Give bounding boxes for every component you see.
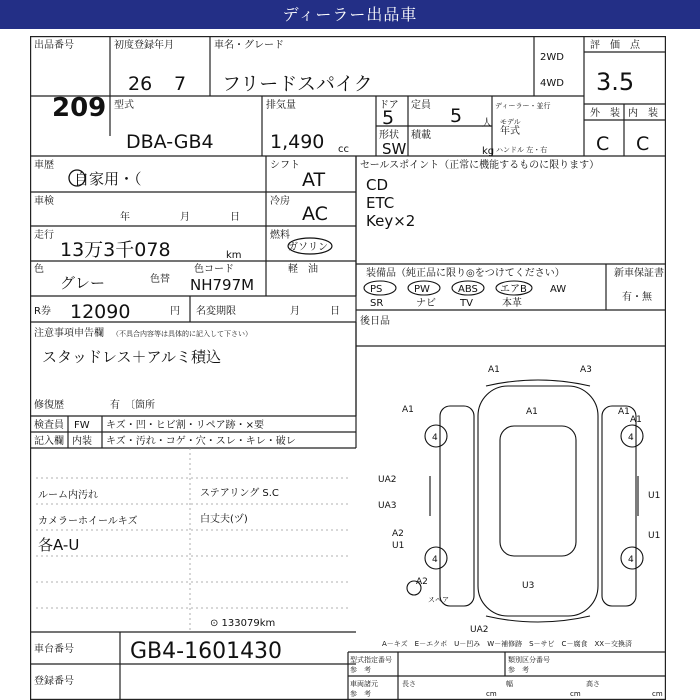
mark-a1-right: A1 — [630, 415, 642, 425]
legend-text: A－キズ E－エクボ U－凹み W－補修跡 S－サビ C－腐食 XX－交換済 — [382, 640, 633, 648]
color-code-value: NH797M — [190, 276, 255, 294]
label-lot-no: 出品番号 — [34, 40, 74, 51]
label-cm-3: cm — [652, 690, 663, 698]
rear-bumper — [486, 616, 590, 622]
r-ticket-value: 12090 — [70, 301, 131, 323]
history-value: 自家用・（ — [74, 170, 142, 188]
label-r-ticket: R券 — [34, 306, 51, 317]
label-car-name: 車名・グレード — [214, 40, 284, 51]
chassis-value: GB4-1601430 — [130, 639, 283, 664]
label-reference-2: 参 考 — [508, 666, 529, 674]
label-cooler: 冷房 — [270, 196, 290, 207]
label-load: 積載 — [411, 130, 431, 141]
equip-navi: ナビ — [416, 298, 436, 309]
person-unit: 人 — [482, 118, 492, 129]
warranty-value: 有・無 — [622, 292, 652, 303]
auction-sheet — [30, 36, 666, 700]
sales-point-3: Key×2 — [366, 212, 416, 230]
label-ext: 外 装 — [590, 108, 620, 119]
label-length: 長さ — [402, 680, 416, 688]
displacement-value: 1,490 — [270, 131, 325, 153]
label-shape: 形状 — [379, 130, 399, 141]
label-2wd: 2WD — [540, 52, 564, 63]
cc-unit: cc — [338, 144, 349, 155]
color-value: グレー — [60, 274, 106, 292]
label-type-no: 型式指定番号 — [350, 656, 392, 664]
mark-a2-rear: A2 — [416, 577, 428, 587]
equip-pw: PW — [414, 284, 430, 295]
label-inspection: 車検 — [34, 196, 54, 207]
page-banner — [0, 0, 700, 29]
equip-leather: 本革 — [502, 298, 522, 309]
label-damage1: キズ・凹・ヒビ割・リペア跡・×要 — [106, 420, 264, 431]
label-spare: スペア — [428, 596, 449, 604]
eval-score-value: 3.5 — [596, 68, 635, 96]
label-year: 年 — [120, 212, 130, 223]
label-cm-2: cm — [570, 690, 581, 698]
mark-ua2-rear: UA2 — [470, 625, 489, 635]
equip-aw: AW — [550, 284, 567, 295]
mark-u3: U3 — [522, 581, 535, 591]
label-damage2: キズ・汚れ・コゲ・穴・スレ・キレ・破レ — [106, 436, 296, 447]
memo-right-2: 白丈夫(ヅ) — [200, 514, 248, 525]
equip-ps: PS — [370, 284, 383, 295]
equip-abs: ABS — [458, 284, 478, 295]
label-doors: ドア — [379, 100, 399, 111]
label-month: 月 — [180, 212, 190, 223]
reg-year-value: 26 — [128, 73, 153, 95]
label-new-warranty: 新車保証書 — [614, 268, 664, 279]
mark-u1-left: U1 — [392, 541, 405, 551]
mileage-value: 13万3千078 — [60, 239, 171, 261]
memo-left-2: カメラーホイールキズ — [38, 516, 138, 527]
label-name-change-month: 月 — [290, 306, 300, 317]
equip-airbag: エアB — [500, 284, 527, 295]
label-size-row: 車両諸元 — [350, 680, 378, 688]
label-int: 内 装 — [628, 108, 658, 119]
fuel-value: ガソリン — [288, 242, 328, 253]
label-eval: 評 価 点 — [590, 40, 640, 51]
mark-4-fr: 4 — [628, 433, 634, 443]
mark-ua2-left: UA2 — [378, 475, 397, 485]
label-first-reg: 初度登録年月 — [114, 40, 174, 51]
mark-4-rr: 4 — [628, 555, 634, 565]
label-dealer: ディーラー・並行 — [495, 102, 551, 110]
ext-grade-value: C — [596, 133, 610, 155]
front-bumper — [486, 380, 590, 386]
label-name-change-day: 日 — [330, 306, 340, 317]
label-equipment: 装備品（純正品に限り◎をつけてください） — [366, 268, 565, 279]
sales-point-2: ETC — [366, 194, 395, 212]
label-entry: 記入欄 — [34, 436, 64, 447]
label-shift: シフト — [270, 160, 300, 171]
lot-number-value: 209 — [52, 93, 107, 123]
mark-u1-right: U1 — [648, 491, 661, 501]
label-width: 幅 — [506, 680, 513, 688]
label-capacity: 定員 — [411, 100, 431, 111]
memo-left-3: 各A-U — [38, 536, 80, 554]
car-name-value: フリードスパイク — [222, 73, 373, 95]
doors-value: 5 — [382, 107, 395, 129]
car-cabin-outline — [500, 426, 576, 556]
equip-sr: SR — [370, 298, 384, 309]
fuel-value-2: 軽 油 — [288, 264, 318, 275]
cooler-value: AC — [302, 203, 328, 225]
label-class-no: 類別区分番号 — [508, 656, 550, 664]
label-mileage: 走行 — [34, 230, 54, 241]
label-4wd: 4WD — [540, 78, 564, 89]
int-grade-value: C — [636, 133, 650, 155]
mark-a1-right-top: A1 — [618, 407, 630, 417]
mark-4-rl: 4 — [432, 555, 438, 565]
sales-point-1: CD — [366, 176, 389, 194]
label-repair: 修復歴 — [34, 400, 64, 411]
label-displacement: 排気量 — [266, 100, 296, 111]
reg-month-value: 7 — [174, 73, 187, 95]
banner-title: ディーラー出品車 — [282, 5, 418, 24]
label-km: km — [226, 250, 242, 261]
label-handle: ハンドル 左・右 — [496, 146, 548, 154]
left-side — [440, 406, 474, 606]
kg-unit: kg — [482, 146, 495, 157]
shape-value: SW — [382, 140, 407, 158]
model-value: DBA-GB4 — [126, 131, 214, 153]
label-color-code: 色コード — [194, 264, 234, 275]
equipment-grid — [364, 281, 566, 309]
label-chassis: 車台番号 — [34, 644, 74, 655]
label-interior: 内装 — [72, 436, 92, 447]
label-yen: 円 — [170, 306, 180, 317]
label-model2: モデル — [500, 118, 521, 126]
memo-lines — [36, 448, 350, 632]
memo-left-1: ルーム内汚れ — [38, 490, 98, 501]
label-model: 型式 — [114, 100, 134, 111]
mark-ua3-left: UA3 — [378, 501, 397, 511]
label-notes-sub: （不具合内容等は具体的に記入して下さい） — [112, 330, 252, 338]
label-name-change: 名変期限 — [196, 306, 236, 317]
shift-value: AT — [302, 169, 326, 191]
mark-a3: A3 — [580, 365, 592, 375]
mark-u1-right-2: U1 — [648, 531, 661, 541]
mark-a2-left: A2 — [392, 529, 404, 539]
label-color-change: 色替 — [150, 274, 170, 285]
label-reference: 参 考 — [350, 666, 371, 674]
mark-a1-front: A1 — [488, 365, 500, 375]
mark-4-fl: 4 — [432, 433, 438, 443]
label-history: 車歴 — [34, 160, 54, 171]
label-day: 日 — [230, 212, 240, 223]
label-inspector: 検査員 — [34, 420, 64, 431]
label-year-model: 年式 — [500, 126, 520, 137]
label-repair-val: 有 〔箇所 — [110, 400, 155, 411]
label-height: 高さ — [586, 680, 600, 688]
memo-right-1: ステアリング S.C — [200, 488, 279, 499]
label-later-date: 後日品 — [360, 316, 390, 327]
label-sales-point: セールスポイント（正常に機能するものに限ります） — [360, 160, 600, 171]
capacity-value: 5 — [450, 105, 463, 127]
odometer-note: ⊙ 133079km — [210, 618, 276, 629]
car-body-outline — [478, 386, 598, 616]
label-reg-no: 登録番号 — [34, 676, 74, 687]
mark-a1-left-top: A1 — [402, 405, 414, 415]
mark-a1-hood: A1 — [526, 407, 538, 417]
label-notes: 注意事項申告欄 — [34, 328, 104, 339]
label-fuel: 燃料 — [270, 230, 290, 241]
label-cm-1: cm — [486, 690, 497, 698]
notes-value: スタッドレス＋アルミ積込 — [42, 348, 221, 366]
label-reference-3: 参 考 — [350, 690, 371, 698]
equip-tv: TV — [460, 298, 473, 309]
label-color: 色 — [34, 264, 44, 275]
label-fw: FW — [74, 420, 90, 431]
